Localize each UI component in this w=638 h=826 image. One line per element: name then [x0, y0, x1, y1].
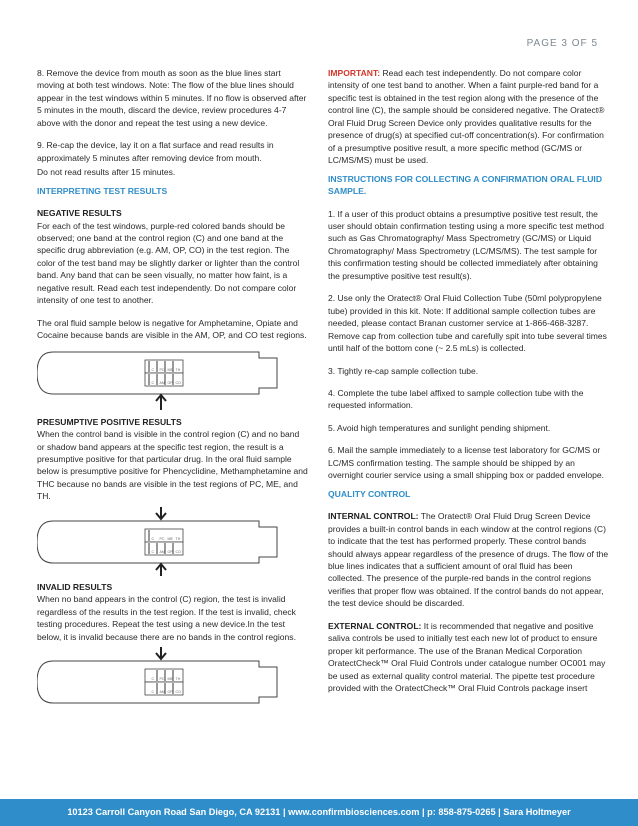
window-label-bottom: CO: [175, 549, 181, 554]
internal-control-text: The Oratect® Oral Fluid Drug Screen Device provides a built-in control bands in each window at the control regions (C) to indicate that the test has performed properly. These control bands should always appear regardless of the presence of drugs. The flow of the blue lines indicates that a sufficient amount of oral fluid has been collected. The presence of the purple-red bands in the control regions verifies that proper flow was obtained. If the control bands do not appear, the test device should be discarded.: [328, 511, 609, 609]
step-9: 9. Re-cap the device, lay it on a flat surface and read results in approximately 5 minutes after removing device from mouth.: [37, 140, 274, 163]
presumptive-text: When the control band is visible in the control region (C) and no band or shadow band appears at the specific test region, the result is a presumptive positive for that particular drug. In the oral fluid sample below is presumptive positive for Phencyclidine, Methamphetamine and THC because no bands are visible in the test regions of PC, ME, and TH.: [37, 429, 308, 502]
window-label-top: C: [151, 677, 155, 682]
important-paragraph: [328, 67, 610, 167]
window-label-top: ME: [167, 536, 173, 541]
window-label-bottom: C: [151, 549, 155, 554]
window-label-top: TH: [175, 677, 181, 682]
right-column: [328, 67, 610, 694]
window-label-bottom: C: [151, 690, 155, 695]
quality-control-heading: QUALITY CONTROL: [328, 488, 411, 499]
external-control-text: It is recommended that negative and positive saliva controls be used to initially test each new lot of product to ensure proper kit performance. The use of the Branan Medical Corporation OratectCheck™ Oral Fluid Controls under catalogue number OC001 may be used as external quality control material. The pipette test procedure provided with the OratectCheck™ Oral Fluid Controls package insert: [328, 620, 606, 694]
window-label-top: PC: [159, 536, 165, 541]
invalid-text: When no band appears in the control (C) region, the test is invalid regardless of the results in the test region. If the test is invalid, check testing procedures. Repeat the test using a new device.In the test below, it is invalid because there are no bands in the control regions.: [37, 594, 296, 642]
window-label-top: C: [151, 367, 155, 372]
window-label-bottom: CO: [175, 380, 181, 385]
window-label-top: C: [151, 536, 155, 541]
window-label-bottom: C: [151, 380, 155, 385]
confirm-step-2: 2. Use only the Oratect® Oral Fluid Collection Tube (50ml polypropylene tube) provided in this kit. Note: If additional sample collection tubes are needed, please contact Branan customer service at 1-866-468-3287. Remove cap from collection tube and carefully spit into tube several times until half of the bottom cone (~ 2.5 mLs) is collected.: [328, 293, 607, 354]
confirm-step-4: 4. Complete the tube label affixed to sample collection tube with the requested information.: [328, 387, 584, 411]
confirm-step-1: 1. If a user of this product obtains a presumptive positive test result, the user should obtain confirmation testing using a more specific test method such as Gas Chromatography/ Mass Spectrometry (GC/MS) or Liquid Chromatography/ Mass Spectrometry (LC/MS/MS). The test sample for this confirmation testing should be collected immediately after obtaining the presumptive positive test result(s).: [328, 208, 605, 281]
window-label-bottom: OP: [167, 380, 173, 385]
window-label-bottom: AM: [159, 690, 165, 695]
left-column: [37, 67, 309, 721]
window-label-top: ME: [167, 677, 173, 682]
external-control-paragraph: [328, 620, 610, 695]
interpreting-heading: INTERPRETING TEST RESULTS: [37, 185, 168, 196]
step-9-note: Do not read results after 15 minutes.: [37, 167, 176, 178]
test-device-positive: [37, 505, 309, 577]
window-label-top: TH: [175, 367, 181, 372]
footer-bar: [0, 799, 638, 826]
page-number: PAGE 3 OF 5: [526, 38, 598, 49]
window-label-bottom: CO: [175, 690, 181, 695]
internal-control-paragraph: [328, 510, 610, 610]
window-label-top: TH: [175, 536, 181, 541]
window-label-bottom: AM: [159, 549, 165, 554]
negative-text: For each of the test windows, purple-red colored bands should be observed; one band at the control region (C) and one band at the specific drug abbreviation (e.g. AM, OP, CO) in the test region. The color of the test band may be slightly darker or lighter than the control band. Any band that can be seen visually, no matter how faint, is a negative result. Read each test independently. Do not compare color intensity of one test to another.: [37, 220, 300, 306]
test-device-negative: [37, 344, 309, 412]
step-8: 8. Remove the device from mouth as soon as the blue lines start moving at both test windows. Note: The flow of the blue lines should appear in the test windows within 5 minutes. If no flow is observed after 5 minutes in the mouth, discard the device, review procedures 4-7 above with the donor and repeat the test using a new device.: [37, 68, 307, 128]
window-label-bottom: OP: [167, 690, 173, 695]
invalid-heading: INVALID RESULTS: [37, 581, 113, 592]
window-label-top: PC: [159, 367, 165, 372]
confirm-step-3: 3. Tightly re-cap sample collection tube.: [328, 365, 479, 376]
window-label-top: ME: [167, 367, 173, 372]
window-label-bottom: OP: [167, 549, 173, 554]
important-text: Read each test independently. Do not compare color intensity of one test band to another. When a faint purple-red band for a specific test is obtained in the test region along with the presence of the control line (C), the sample should be considered negative. The Oratect® Oral Fluid Drug Screen Device only provides qualitative results for the presence of drug(s) at specified cut-off concentration(s). For confirmation of a presumptive positive result, a more specific method (GC/MS or LC/MS/MS) must be used.: [328, 68, 605, 166]
confirm-step-6: 6. Mail the sample immediately to a license test laboratory for GC/MS or LC/MS confirmation testing. The sample should be shipped by an overnight courier service using a small shipping box or padded envelope.: [328, 445, 605, 481]
external-control-label: EXTERNAL CONTROL:: [328, 620, 422, 631]
presumptive-heading: PRESUMPTIVE POSITIVE RESULTS: [37, 416, 182, 427]
negative-example: The oral fluid sample below is negative for Amphetamine, Opiate and Cocaine because bands are visible in the AM, OP, and CO test regions.: [37, 317, 307, 341]
important-label: IMPORTANT:: [328, 68, 381, 78]
confirmation-heading: INSTRUCTIONS FOR COLLECTING A CONFIRMATION ORAL FLUID SAMPLE.: [328, 173, 603, 197]
window-label-bottom: AM: [159, 380, 165, 385]
negative-heading: NEGATIVE RESULTS: [37, 208, 122, 219]
test-device-invalid: [37, 645, 309, 717]
footer-contact: 10123 Carroll Canyon Road San Diego, CA 92131 | www.confirmbiosciences.com | p: 858-875-0265 | Sara Holtmeyer: [67, 807, 571, 817]
confirm-step-5: 5. Avoid high temperatures and sunlight pending shipment.: [328, 422, 551, 433]
internal-control-label: INTERNAL CONTROL:: [328, 511, 419, 522]
window-label-top: PC: [159, 677, 165, 682]
